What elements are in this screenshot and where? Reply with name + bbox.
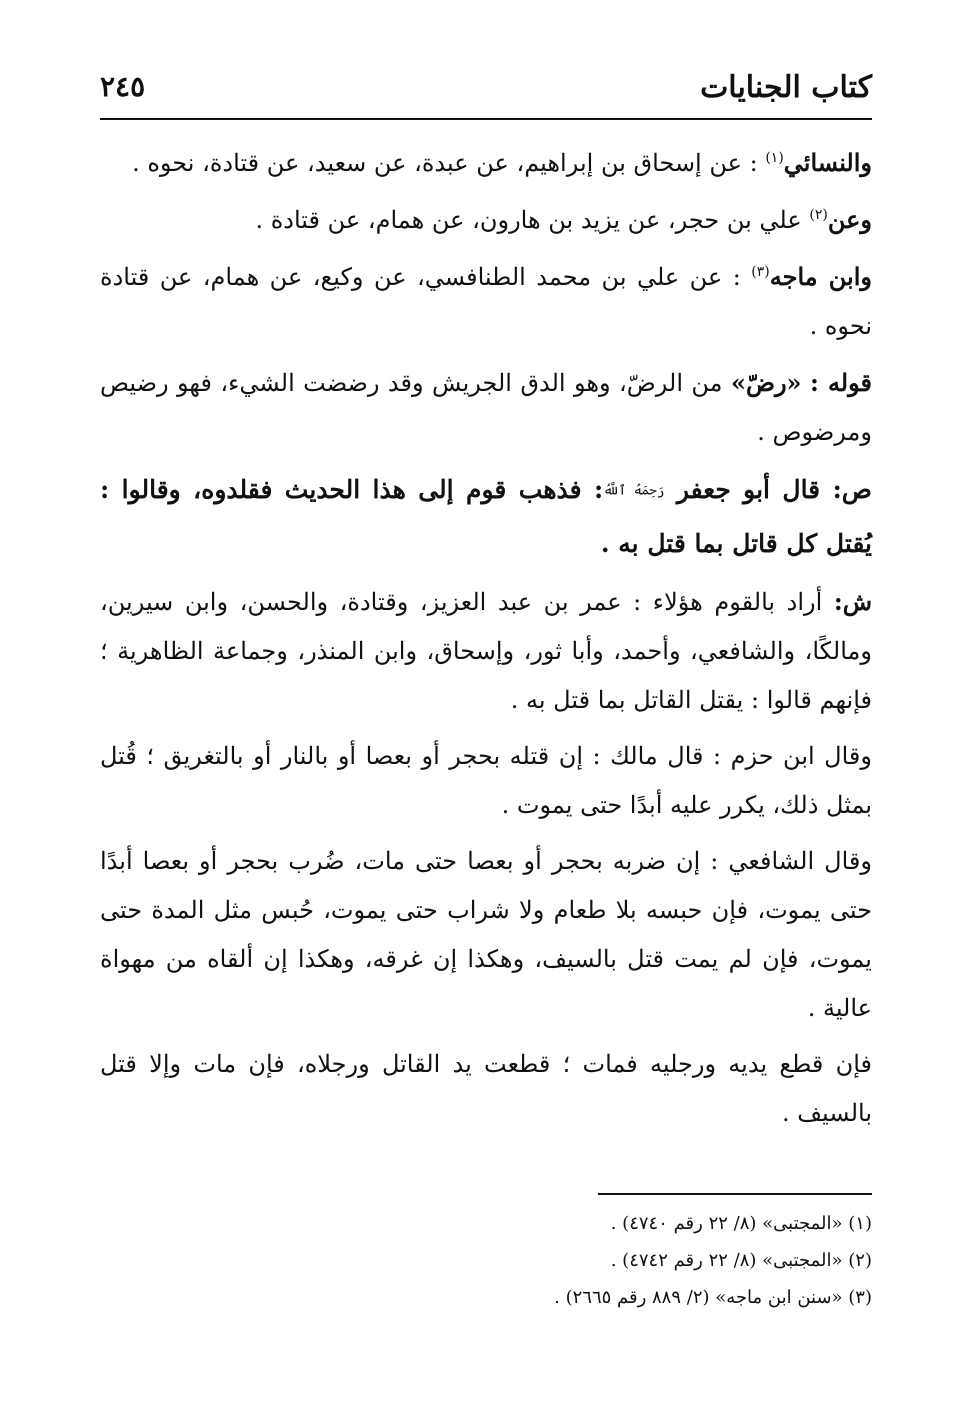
paragraph-qawluhu [100, 358, 872, 457]
paragraph-text: فإن قطع يديه ورجليه فمات ؛ قطعت يد القاتل ورجلاه، فإن مات وإلا قتل بالسيف . [100, 1049, 872, 1127]
paragraph-matn [100, 464, 872, 570]
gloss-label: قوله : [809, 368, 872, 397]
glossed-word: «رضّ» [730, 368, 802, 397]
footnote-1: (١) «المجتبى» (٨/ ٢٢ رقم ٤٧٤٠) . [610, 1213, 872, 1234]
paragraph-nasai [100, 138, 872, 188]
running-header [100, 70, 872, 112]
narrator-name: والنسائي [783, 148, 872, 177]
footnotes [100, 1205, 872, 1316]
footnote-divider [598, 1193, 872, 1195]
footnote-3: (٣) «سنن ابن ماجه» (٢/ ٨٨٩ رقم ٢٦٦٥) . [554, 1287, 872, 1308]
footnote-2: (٢) «المجتبى» (٨/ ٢٢ رقم ٤٧٤٢) . [610, 1250, 872, 1271]
paragraph-ibn-majah [100, 252, 872, 351]
paragraph-text: وقال ابن حزم : قال مالك : إن قتله بحجر أو بعصا أو بالنار أو بالتغريق ؛ قُتل بمثل ذلك، يكرر عليه أبدًا حتى يموت . [100, 741, 872, 819]
header-divider [100, 118, 872, 120]
paragraph-qata [100, 1040, 872, 1138]
narrator-name: وعن [827, 205, 872, 234]
paragraph-text: علي بن حجر، عن يزيد بن هارون، عن همام، عن قتادة . [255, 206, 802, 234]
paragraph-text: من الرضّ، وهو الدق الجريش وقد رضضت الشيء، فهو رضيص ومرضوص . [100, 369, 872, 446]
paragraph-text: أراد بالقوم هؤلاء : عمر بن عبد العزيز، وقتادة، والحسن، وابن سيرين، ومالكًا، والشافعي، وأحمد، وأبا ثور، وإسحاق، وابن المنذر، وجماعة الظاهرية ؛ فإنهم قالوا : يقتل القاتل بما قتل به . [100, 587, 872, 714]
matn-text-a: قال أبو جعفر [676, 475, 821, 504]
paragraph-shafii [100, 837, 872, 1033]
chapter-title: كتاب الجنايات [700, 70, 872, 105]
paragraph-ibn-hazm [100, 732, 872, 830]
page-number: ٢٤٥ [100, 70, 146, 103]
footnote-marker: (٢) [809, 207, 828, 223]
matn-text-b: : فذهب قوم إلى هذا الحديث فقلدوه، وقالوا : يُقتل كل قاتل بما قتل به . [100, 475, 872, 558]
paragraph-sharh [100, 577, 872, 725]
paragraph-text: وقال الشافعي : إن ضربه بحجر أو بعصا حتى مات، ضُرب بحجر أو بعصا أبدًا حتى يموت، فإن حبسه بلا طعام ولا شراب حتى يموت، حُبس مثل المدة حتى يموت، فإن لم يمت قتل بالسيف، وهكذا إن غرقه، وهكذا إن ألقاه من مهواة عالية . [100, 846, 872, 1022]
paragraph-text: : عن علي بن محمد الطنافسي، عن وكيع، عن همام، عن قتادة نحوه . [100, 263, 872, 340]
main-text [100, 138, 872, 1145]
paragraph-text: : عن إسحاق بن إبراهيم، عن عبدة، عن سعيد، عن قتادة، نحوه . [132, 149, 758, 177]
matn-marker: ص: [832, 475, 873, 504]
paragraph-wa-an [100, 195, 872, 245]
footnote-marker: (٣) [751, 264, 770, 280]
narrator-name: وابن ماجه [769, 262, 872, 291]
sharh-marker: ش: [833, 586, 872, 616]
honorific-glyph: رَحِمَهُ ٱللَّهُ [603, 483, 665, 499]
footnote-marker: (١) [765, 150, 784, 166]
